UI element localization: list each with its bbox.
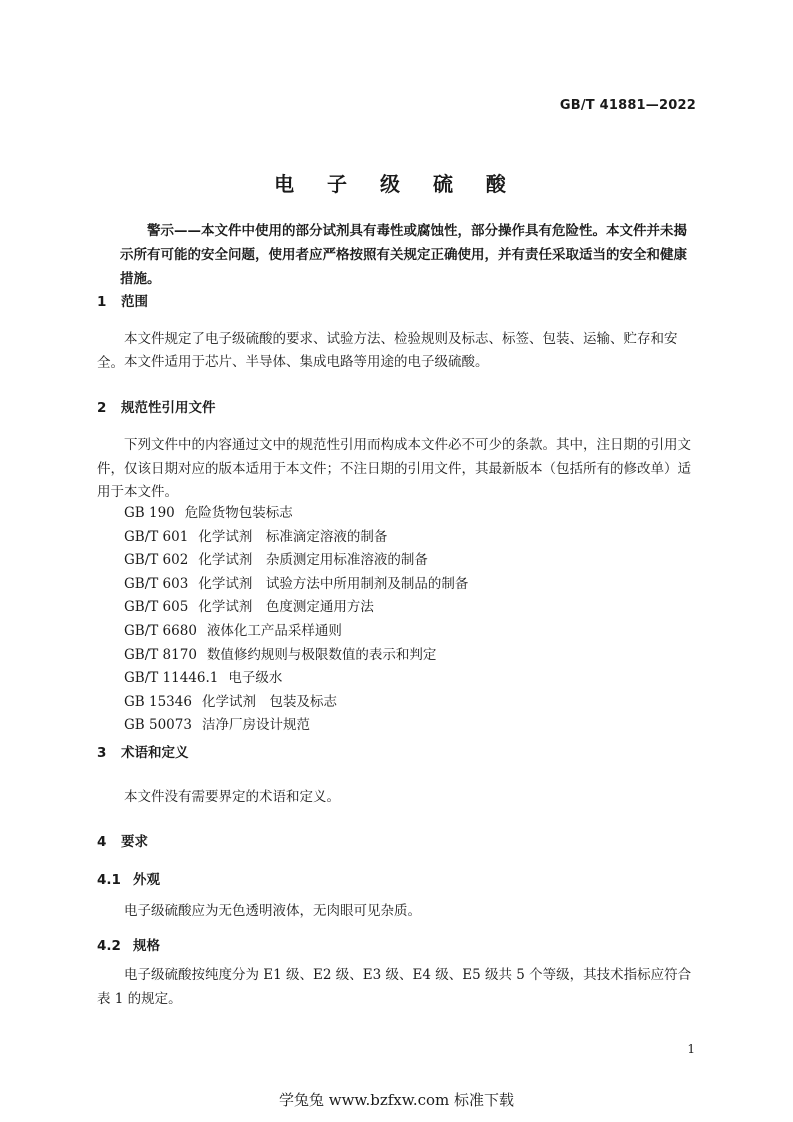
section-2-heading bbox=[97, 396, 216, 416]
reference-code: GB/T 602 bbox=[124, 552, 189, 569]
normative-references-list bbox=[124, 502, 468, 738]
section-4-heading bbox=[97, 830, 148, 850]
section-title: 规格 bbox=[133, 938, 160, 954]
section-1-paragraph-1: 本文件规定了电子级硫酸的要求、试验方法、检验规则及标志、标签、包装、运输、贮存和安全。 bbox=[97, 331, 678, 371]
reference-item bbox=[124, 573, 468, 597]
section-title: 要求 bbox=[121, 834, 148, 850]
reference-item bbox=[124, 596, 468, 620]
section-number: 1 bbox=[97, 294, 107, 310]
section-1-heading bbox=[97, 290, 148, 310]
reference-code: GB/T 605 bbox=[124, 599, 189, 616]
section-number: 4.2 bbox=[97, 938, 121, 954]
section-1-paragraph-2: 本文件适用于芯片、半导体、集成电路等用途的电子级硫酸。 bbox=[124, 354, 489, 370]
reference-name: 化学试剂 标准滴定溶液的制备 bbox=[198, 528, 388, 545]
reference-name: 化学试剂 杂质测定用标准溶液的制备 bbox=[198, 552, 428, 569]
reference-code: GB/T 11446.1 bbox=[124, 670, 219, 687]
reference-name: 化学试剂 包装及标志 bbox=[201, 693, 337, 710]
section-title: 范围 bbox=[121, 294, 148, 310]
reference-item bbox=[124, 502, 468, 526]
reference-name: 化学试剂 色度测定通用方法 bbox=[198, 599, 374, 616]
section-4-2-paragraph: 电子级硫酸按纯度分为 E1 级、E2 级、E3 级、E4 级、E5 级共 5 个等级，其技术指标应符合表 1 的规定。 bbox=[97, 967, 692, 1007]
section-number: 4.1 bbox=[97, 872, 121, 888]
section-3-paragraph-1: 本文件没有需要界定的术语和定义。 bbox=[124, 789, 340, 805]
section-number: 4 bbox=[97, 834, 107, 850]
reference-name: 化学试剂 试验方法中所用制剂及制品的制备 bbox=[198, 575, 469, 592]
page-number: 1 bbox=[687, 1042, 695, 1056]
section-4-2-heading bbox=[97, 934, 160, 954]
reference-item bbox=[124, 667, 468, 691]
reference-code: GB/T 601 bbox=[124, 528, 189, 545]
reference-name: 液体化工产品采样通则 bbox=[206, 622, 342, 639]
section-2-paragraph-1: 下列文件中的内容通过文中的规范性引用而构成本文件必不可少的条款。其中，注日期的引用文件，仅该日期对应的版本适用于本文件；不注日期的引用文件，其最新版本（包括所有的修改单）适用于本文件。 bbox=[97, 437, 691, 500]
section-number: 3 bbox=[97, 745, 107, 761]
reference-item bbox=[124, 644, 468, 668]
reference-item bbox=[124, 526, 468, 550]
section-title: 外观 bbox=[133, 872, 160, 888]
reference-code: GB/T 8170 bbox=[124, 646, 197, 663]
section-title: 规范性引用文件 bbox=[121, 400, 216, 416]
reference-name: 洁净厂房设计规范 bbox=[201, 717, 310, 734]
reference-name: 危险货物包装标志 bbox=[184, 505, 293, 521]
reference-name: 数值修约规则与极限数值的表示和判定 bbox=[206, 646, 437, 663]
section-3-heading bbox=[97, 741, 189, 761]
reference-item bbox=[124, 714, 468, 738]
document-title: 电 子 级 硫 酸 bbox=[274, 172, 519, 196]
standard-number: GB/T 41881—2022 bbox=[559, 98, 696, 113]
reference-code: GB/T 603 bbox=[124, 575, 189, 592]
reference-code: GB 190 bbox=[124, 505, 175, 521]
section-number: 2 bbox=[97, 400, 107, 416]
reference-code: GB 15346 bbox=[124, 693, 192, 710]
reference-item bbox=[124, 691, 468, 715]
reference-item bbox=[124, 549, 468, 573]
section-4-1-paragraph: 电子级硫酸应为无色透明液体，无肉眼可见杂质。 bbox=[124, 903, 421, 919]
reference-name: 电子级水 bbox=[228, 670, 283, 687]
warning-paragraph: 警示——本文件中使用的部分试剂具有毒性或腐蚀性，部分操作具有危险性。本文件并未揭示所有可能的安全问题，使用者应严格按照有关规定正确使用，并有责任采取适当的安全和健康措施。 bbox=[120, 223, 687, 287]
footer-watermark-text: 学兔兔 www.bzfxw.com 标准下载 bbox=[278, 1091, 515, 1109]
reference-code: GB 50073 bbox=[124, 717, 192, 734]
section-4-1-heading bbox=[97, 868, 160, 888]
reference-item bbox=[124, 620, 468, 644]
reference-code: GB/T 6680 bbox=[124, 622, 197, 639]
section-title: 术语和定义 bbox=[121, 745, 189, 761]
